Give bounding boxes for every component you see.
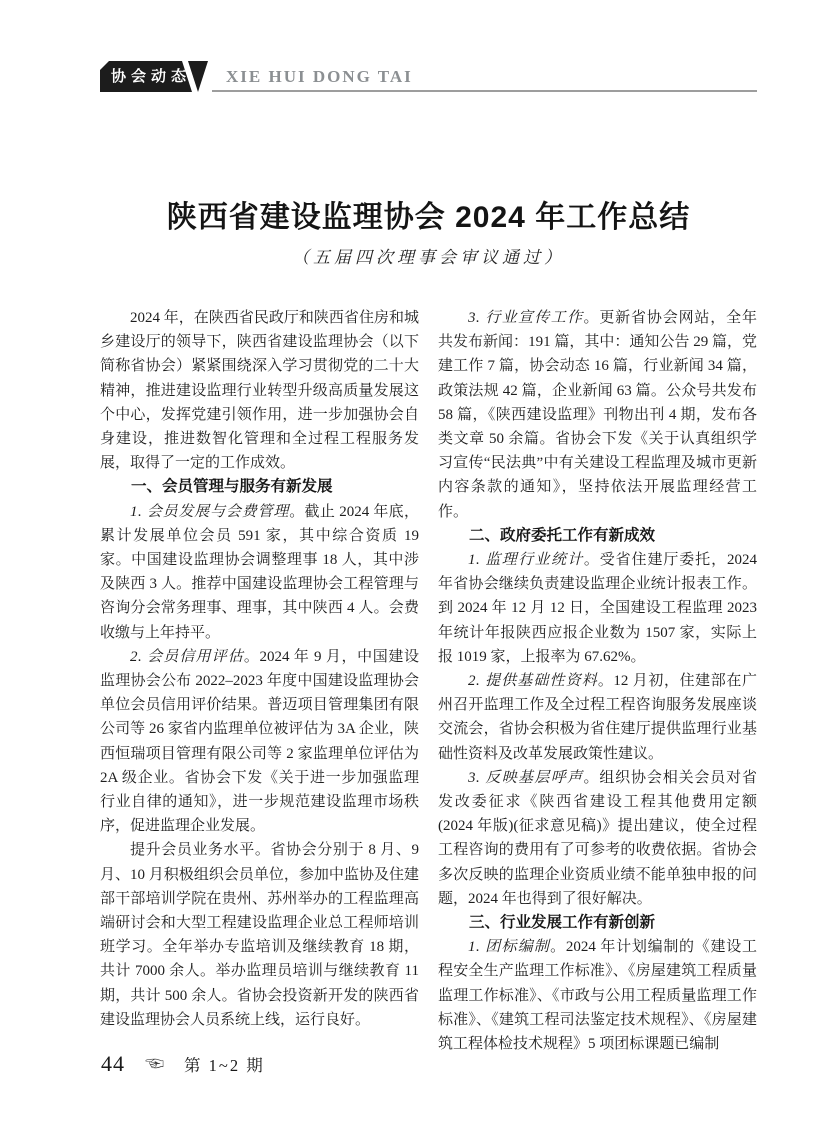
paragraph-lead: 3. 行业宣传工作 bbox=[468, 310, 584, 326]
section-badge bbox=[100, 61, 212, 92]
paragraph-text: 。更新省协会网站，全年共发布新闻：191 篇，其中：通知公告 29 篇，党建工作 7 篇，协会动态 16 篇，行业新闻 34 篇，政策法规 42 篇，企业新闻 63 篇。公众号共发布 58 篇，《陕西建设监理》刊物出刊 4 期，发布各类文章 50 余篇。省协会下发《关于认真组织学习宣传“民法典”中有关建设工程监理及城市更新内容条款的通知》，坚持依法开展监理经营工作。 bbox=[438, 310, 757, 520]
paragraph-text: 。截止 2024 年底，累计发展单位会员 591 家，其中综合资质 19 家。中国建设监理协会调整理事 18 人，其中涉及陕西 3 人。推荐中国建设监理协会工程管理与咨询分会常务理事、理事，其中陕西 4 人。会费收缴与上年持平。 bbox=[100, 503, 419, 641]
paragraph-text: 。组织协会相关会员对省发改委征求《陕西省建设工程其他费用定额(2024 年版)(征求意见稿)》提出建议，使全过程工程咨询的费用有了可参考的收费依据。省协会多次反映的监理企业资质业绩不能单独申报的问题，2024 年也得到了很好解决。 bbox=[438, 769, 757, 907]
section-heading-3: 三、行业发展工作有新创新 bbox=[469, 914, 656, 932]
paragraph-lead: 1. 会员发展与会费管理 bbox=[130, 503, 290, 520]
left-column bbox=[100, 306, 419, 1056]
section-pinyin-label: XIE HUI DONG TAI bbox=[226, 67, 413, 86]
paragraph bbox=[100, 500, 419, 645]
section-heading-1: 一、会员管理与服务有新发展 bbox=[131, 478, 333, 496]
issue-label: 第 1~2 期 bbox=[184, 1056, 265, 1075]
paragraph bbox=[438, 548, 757, 669]
section-heading-2: 二、政府委托工作有新成效 bbox=[469, 526, 656, 544]
paragraph-lead: 2. 提供基础性资料 bbox=[468, 673, 598, 690]
paragraph bbox=[438, 935, 757, 1056]
article-title: 陕西省建设监理协会 2024 年工作总结 bbox=[166, 201, 691, 234]
paragraph bbox=[438, 306, 757, 524]
paragraph-text: 。2024 年计划编制的《建设工程安全生产监理工作标准》、《房屋建筑工程质量监理工作标准》、《市政与公用工程质量监理工作标准》、《建筑工程司法鉴定技术规程》、《房屋建筑工程体检技术规程》5 项团标课题已编制 bbox=[438, 939, 757, 1053]
paragraph bbox=[438, 766, 757, 911]
article-subtitle: （五届四次理事会审议通过） bbox=[292, 248, 565, 267]
section-badge-label: 协会动态 bbox=[111, 68, 192, 85]
paragraph-text: 。受省住建厅委托，2024 年省协会继续负责建设监理企业统计报表工作。到 2024 年 12 月 12 日，全国建设工程监理 2023 年统计年报陕西应报企业数为 1507 家，实际上报 1019 家，上报率为 67.62%。 bbox=[438, 552, 757, 665]
page-header bbox=[100, 61, 757, 92]
page-footer bbox=[101, 1049, 265, 1079]
page-number: 44 bbox=[101, 1051, 125, 1076]
paragraph-text: 。12 月初，住建部在广州召开监理工作及全过程工程咨询服务发展座谈交流会，省协会积极为省住建厅提供监理行业基础性资料及改革发展政策性建议。 bbox=[438, 673, 757, 762]
header-rule bbox=[212, 61, 757, 92]
paragraph-lead: 2. 会员信用评估 bbox=[130, 648, 244, 665]
paragraph bbox=[100, 645, 419, 839]
paragraph-text: 2024 年，在陕西省民政厅和陕西省住房和城乡建设厅的领导下，陕西省建设监理协会（以下简称省协会）紧紧围绕深入学习贯彻党的二十大精神，推进建设监理行业转型升级高质量发展这个中心，发挥党建引领作用，进一步加强协会自身建设，推进数智化管理和全过程工程服务发展，取得了一定的工作成效。 bbox=[100, 310, 419, 472]
intro-paragraph bbox=[100, 306, 419, 475]
paragraph bbox=[438, 669, 757, 766]
paragraph-text: 提升会员业务水平。省协会分别于 8 月、9 月、10 月积极组织会员单位，参加中监协及住建部干部培训学院在贵州、苏州举办的工程监理高端研讨会和大型工程建设监理企业总工程师培训班学习。全年举办专监培训及继续教育 18 期，共计 7000 余人。举办监理员培训与继续教育 11 期，共计 500 余人。省协会投资新开发的陕西省建设监理协会人员系统上线，运行良好。 bbox=[100, 842, 419, 1028]
paragraph bbox=[100, 838, 419, 1032]
paragraph-text: 。2024 年 9 月，中国建设监理协会公布 2022–2023 年度中国建设监理协会单位会员信用评价结果。普迈项目管理集团有限公司等 26 家省内监理单位被评估为 3A 企业，陕西恒瑞项目管理有限公司等 2 家监理单位评估为 2A 级企业。省协会下发《关于进一步加强监理行业自律的通知》，进一步规范建设监理市场秩序，促进监理企业发展。 bbox=[100, 648, 419, 835]
paragraph-lead: 3. 反映基层呼声 bbox=[468, 769, 584, 786]
paragraph-lead: 1. 监理行业统计 bbox=[468, 552, 584, 569]
article-body bbox=[100, 306, 757, 1056]
right-column bbox=[438, 306, 757, 1056]
pointing-hand-icon: ☜ bbox=[145, 1053, 165, 1075]
paragraph-lead: 1. 团标编制 bbox=[468, 939, 551, 956]
